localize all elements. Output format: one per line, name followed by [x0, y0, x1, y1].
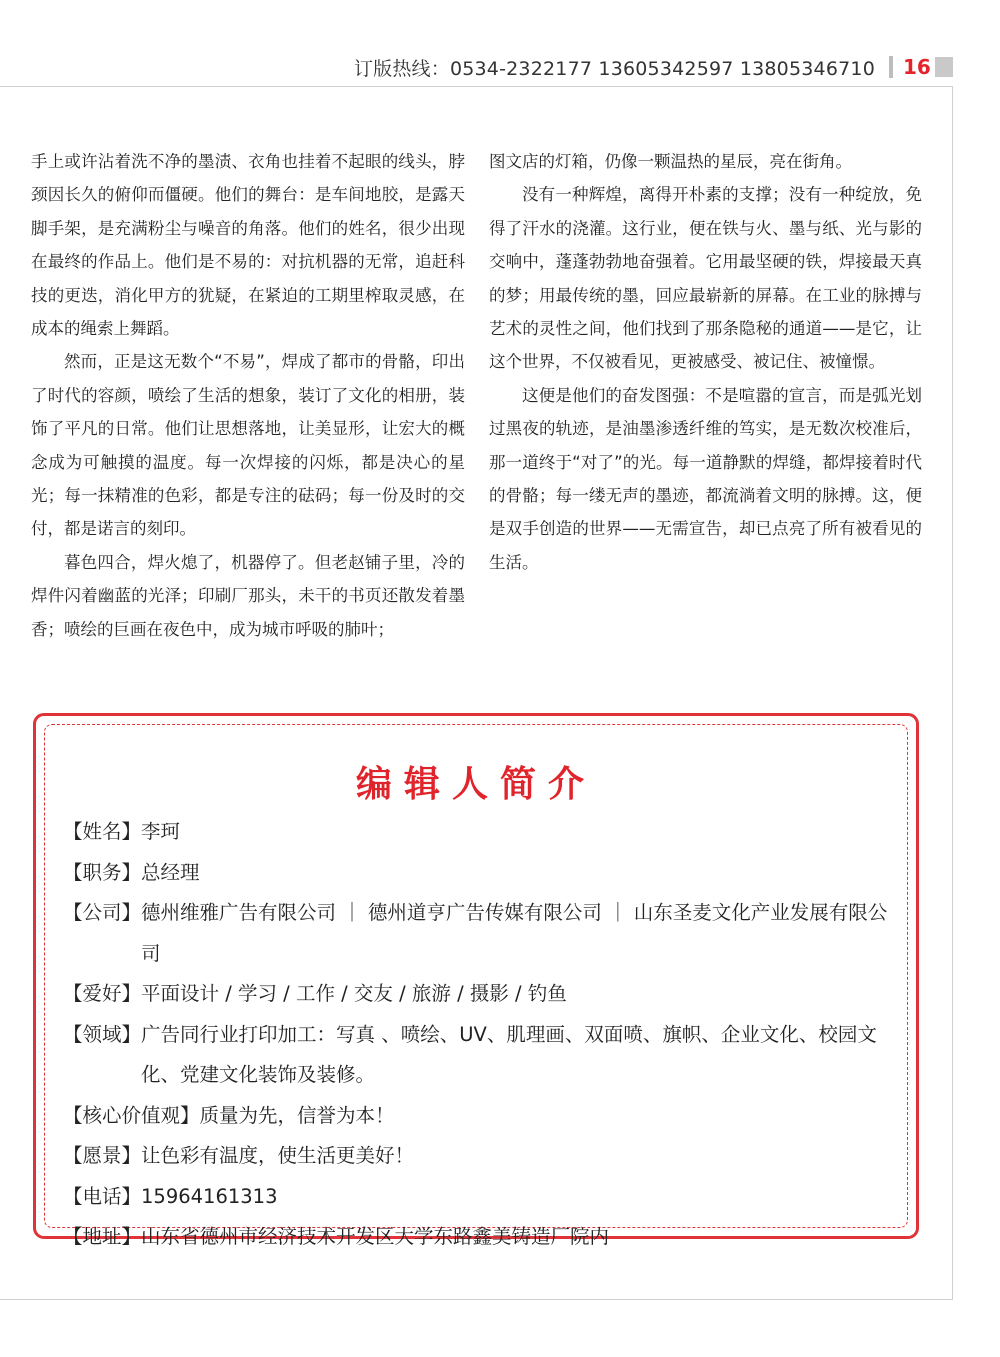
header-divider	[889, 56, 893, 78]
field-value: 德州维雅广告有限公司 ｜ 德州道亨广告传媒有限公司 ｜ 山东圣麦文化产业发展有限公司	[141, 901, 888, 965]
field-label: 【领域】	[63, 1022, 142, 1046]
profile-fields	[63, 812, 896, 1258]
field-label: 【电话】	[63, 1184, 142, 1208]
profile-field-core-values	[63, 1096, 896, 1137]
article-left-column	[31, 145, 465, 646]
paragraph: 暮色四合，焊火熄了，机器停了。但老赵铺子里，冷的焊件闪着幽蓝的光泽；印刷厂那头，未干的书页还散发着墨香；喷绘的巨画在夜色中，成为城市呼吸的肺叶；	[31, 552, 465, 639]
field-value: 总经理	[141, 860, 200, 884]
paragraph: 手上或许沾着洗不净的墨渍、衣角也挂着不起眼的线头，脖颈因长久的俯仰而僵硬。他们的舞台：是车间地胶，是露天脚手架，是充满粉尘与噪音的角落。他们的姓名，很少出现在最终的作品上。他们是不易的：对抗机器的无常，追赶科技的更迭，消化甲方的犹疑，在紧迫的工期里榨取灵感，在成本的绳索上舞蹈。	[31, 152, 465, 339]
field-label: 【地址】	[63, 1225, 142, 1248]
field-value: 山东省德州市经济技术开发区大学东路鑫美铸造厂院内	[141, 1225, 610, 1248]
field-value: 让色彩有温度，使生活更美好！	[141, 1144, 415, 1167]
field-value: 质量为先，信誉为本！	[199, 1103, 395, 1127]
paragraph: 没有一种辉煌，离得开朴素的支撑；没有一种绽放，免得了汗水的浇灌。这行业，便在铁与火、墨与纸、光与影的交响中，蓬蓬勃勃地奋强着。它用最坚硬的铁，焊接最天真的梦；用最传统的墨，回应最崭新的屏幕。在工业的脉搏与艺术的灵性之间，他们找到了那条隐秘的通道——是它，让这个世界，不仅被看见，更被感受、被记住、被憧憬。	[489, 185, 922, 372]
profile-field-name	[63, 812, 896, 853]
paragraph: 这便是他们的奋发图强：不是喧嚣的宣言，而是弧光划过黑夜的轨迹，是油墨渗透纤维的笃实，是无数次校准后，那一道终于“对了”的光。每一道静默的焊缝，都焊接着时代的骨骼；每一缕无声的墨迹，都流淌着文明的脉搏。这，便是双手创造的世界——无需宣告，却已点亮了所有被看见的生活。	[489, 385, 922, 572]
field-label: 【职务】	[63, 860, 142, 884]
field-value: 15964161313	[141, 1184, 278, 1208]
profile-title: 编辑人简介	[355, 763, 596, 805]
field-label: 【愿景】	[63, 1144, 142, 1167]
paragraph: 然而，正是这无数个“不易”，焊成了都市的骨骼，印出了时代的容颜，喷绘了生活的想象，装订了文化的相册，装饰了平凡的日常。他们让思想落地，让美显形，让宏大的概念成为可触摸的温度。每一次焊接的闪烁，都是决心的星光；每一抹精准的色彩，都是专注的砝码；每一份及时的交付，都是诺言的刻印。	[31, 352, 465, 539]
page-header	[354, 52, 953, 82]
profile-field-vision	[63, 1136, 896, 1177]
profile-field-company	[63, 893, 896, 974]
frame-right-rule	[952, 86, 953, 1300]
profile-field-position	[63, 853, 896, 894]
field-label: 【核心价值观】	[63, 1103, 200, 1127]
editor-profile-box	[33, 713, 919, 1248]
profile-field-address	[63, 1217, 896, 1258]
order-hotline: 订版热线：0534-2322177 13605342597 13805346710	[353, 57, 875, 80]
frame-top-rule	[0, 86, 953, 87]
field-label: 【爱好】	[63, 982, 142, 1005]
field-label: 【公司】	[63, 901, 142, 924]
field-value: 李珂	[141, 820, 181, 843]
paragraph: 图文店的灯箱，仍像一颗温热的星辰，亮在街角。	[489, 152, 852, 171]
profile-field-hobbies	[63, 974, 896, 1015]
article-right-column	[489, 145, 922, 579]
field-value: 平面设计 / 学习 / 工作 / 交友 / 旅游 / 摄影 / 钓鱼	[141, 982, 567, 1005]
field-value: 广告同行业打印加工：写真 、喷绘、UV、肌理画、双面喷、旗帜、企业文化、校园文化、党建文化装饰及装修。	[141, 1022, 877, 1086]
profile-field-phone	[63, 1177, 896, 1218]
field-label: 【姓名】	[63, 820, 142, 843]
profile-field-domain	[63, 1015, 896, 1096]
frame-bottom-rule	[0, 1299, 953, 1300]
page-corner-block	[935, 57, 953, 77]
page-number: 16	[903, 55, 931, 79]
